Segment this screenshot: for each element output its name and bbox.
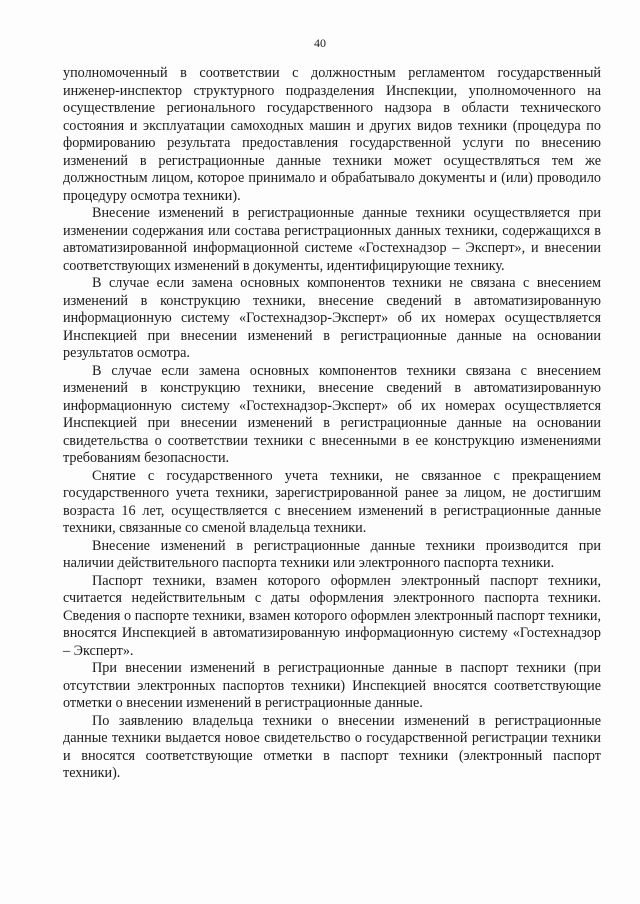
paragraph: В случае если замена основных компонентов техники связана с внесением изменений в конструкцию техники, внесение сведений в автоматизированную информационную систему «Гостехнадзор-Эксперт» об их номерах осуществляется Инспекцией при внесении изменений в регистрационные данные на основании свидетельства о соответствии техники с внесенными в ее конструкцию изменениями требованиям безопасности. (63, 362, 601, 466)
paragraph-continuation: уполномоченный в соответствии с должностным регламентом государственный инженер-инспектор структурного подразделения Инспекции, уполномоченного на осуществление регионального государственного надзора в области технического состояния и эксплуатации самоходных машин и других видов техники (процедура по формированию результата предоставления государственной услуги по внесению изменений в регистрационные данные техники может осуществляться тем же должностным лицом, которое принимало и обрабатывало документы и (или) проводило процедуру осмотра техники). (63, 65, 601, 204)
page-number: 40 (314, 36, 326, 50)
document-body (63, 65, 601, 783)
paragraph: Внесение изменений в регистрационные данные техники производится при наличии действительного паспорта техники или электронного паспорта техники. (63, 537, 601, 571)
paragraph: В случае если замена основных компонентов техники не связана с внесением изменений в конструкцию техники, внесение сведений в автоматизированную информационную систему «Гостехнадзор-Эксперт» об их номерах осуществляется Инспекцией при внесении изменений в регистрационные данные на основании результатов осмотра. (63, 275, 601, 361)
paragraph: Снятие с государственного учета техники, не связанное с прекращением государственного учета техники, зарегистрированной ранее за лицом, не достигшим возраста 16 лет, осуществляется с внесением изменений в регистрационные данные техники, связанные со сменой владельца техники. (63, 467, 601, 536)
paragraph: Паспорт техники, взамен которого оформлен электронный паспорт техники, считается недействительным с даты оформления электронного паспорта техники. Сведения о паспорте техники, взамен которого оформлен электронный паспорт техники, вносятся Инспекцией в автоматизированную информационную систему «Гостехнадзор – Эксперт». (63, 572, 601, 659)
paragraph: По заявлению владельца техники о внесении изменений в регистрационные данные техники выдается новое свидетельство о государственной регистрации техники и вносятся соответствующие отметки в паспорт техники (электронный паспорт техники). (63, 712, 601, 781)
paragraph: Внесение изменений в регистрационные данные техники осуществляется при изменении содержания или состава регистрационных данных техники, содержащихся в автоматизированной информационной системе «Гостехнадзор – Эксперт», и внесении соответствующих изменений в документы, идентифицирующие технику. (63, 205, 601, 274)
paragraph: При внесении изменений в регистрационные данные в паспорт техники (при отсутствии электронных паспортов техники) Инспекцией вносятся соответствующие отметки о внесении изменений в регистрационные данные. (63, 660, 601, 711)
